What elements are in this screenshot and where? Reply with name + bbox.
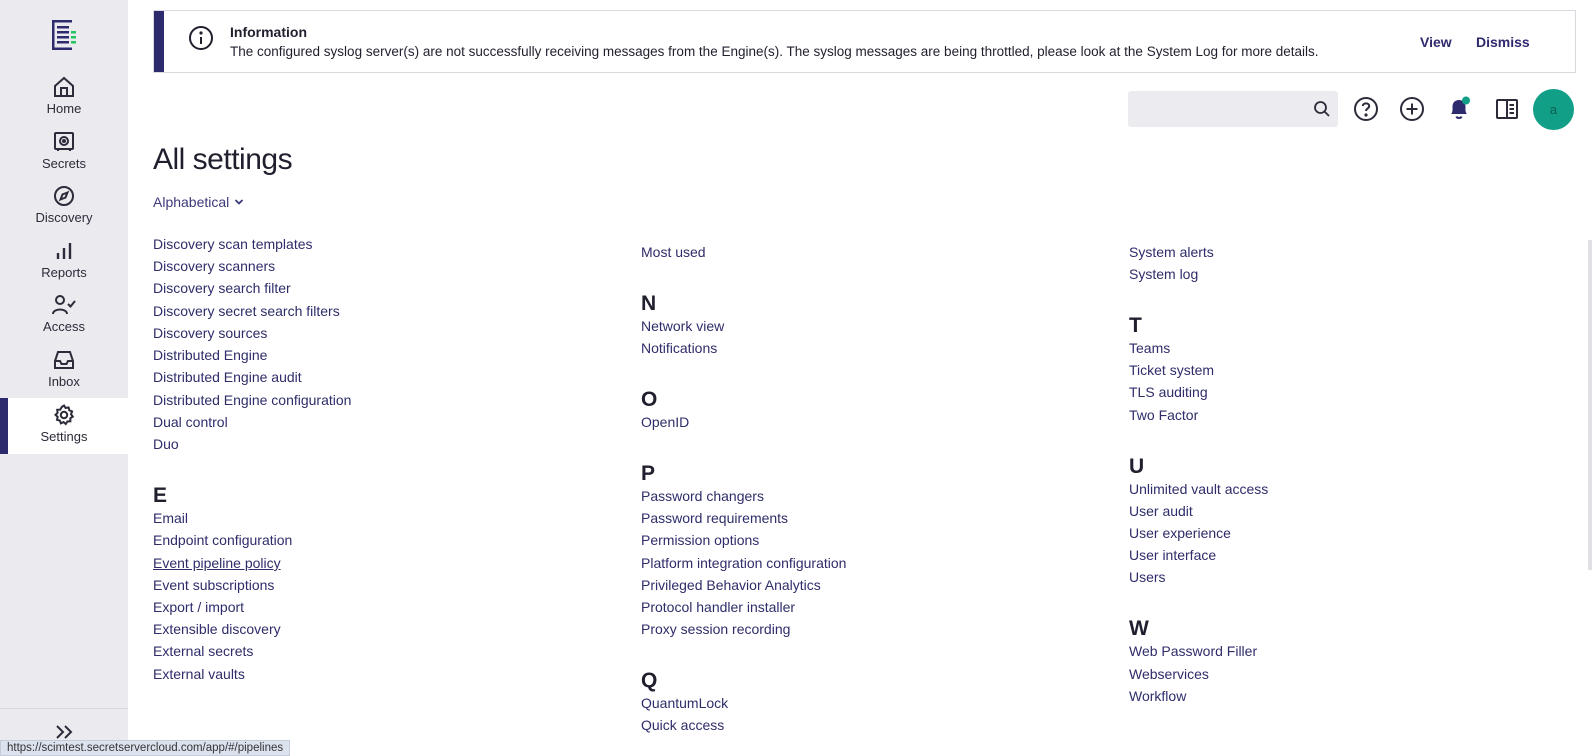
settings-link[interactable]: Privileged Behavior Analytics bbox=[641, 577, 821, 593]
expand-sidebar-icon[interactable] bbox=[52, 724, 76, 740]
info-banner bbox=[153, 10, 1576, 73]
settings-link[interactable]: Workflow bbox=[1129, 688, 1187, 704]
settings-link[interactable]: Ticket system bbox=[1129, 362, 1215, 378]
sidebar-item-label: Home bbox=[46, 101, 82, 116]
section-letter: Q bbox=[641, 669, 658, 692]
settings-link[interactable]: Distributed Engine bbox=[153, 347, 268, 363]
sidebar-item-label: Secrets bbox=[41, 156, 87, 171]
add-button[interactable] bbox=[1397, 94, 1427, 124]
chevron-down-icon bbox=[233, 196, 245, 208]
bell-icon bbox=[1445, 95, 1473, 123]
settings-link[interactable]: Distributed Engine audit bbox=[153, 369, 302, 385]
settings-link[interactable]: Email bbox=[153, 510, 189, 526]
home-icon bbox=[51, 74, 77, 100]
settings-link[interactable]: System log bbox=[1129, 266, 1199, 282]
settings-link[interactable]: Notifications bbox=[641, 340, 718, 356]
settings-link[interactable]: Export / import bbox=[153, 599, 245, 615]
banner-title: Information bbox=[230, 24, 307, 40]
settings-link[interactable]: Proxy session recording bbox=[641, 621, 791, 637]
settings-link[interactable]: Event pipeline policy bbox=[153, 555, 281, 571]
sidebar-item-discovery[interactable] bbox=[0, 181, 128, 233]
search-icon[interactable] bbox=[1313, 100, 1331, 118]
settings-link[interactable]: Event subscriptions bbox=[153, 577, 275, 593]
page-title: All settings bbox=[153, 143, 293, 176]
compass-icon bbox=[51, 183, 77, 209]
section-letter: T bbox=[1129, 314, 1142, 337]
sidebar-item-access[interactable] bbox=[0, 290, 128, 342]
settings-link[interactable]: System alerts bbox=[1129, 244, 1214, 260]
settings-link[interactable]: Protocol handler installer bbox=[641, 599, 796, 615]
settings-link[interactable]: External secrets bbox=[153, 643, 254, 659]
section-letter: P bbox=[641, 462, 656, 485]
plus-circle-icon bbox=[1399, 96, 1425, 122]
sidebar-item-label: Reports bbox=[41, 265, 87, 280]
settings-link[interactable]: Discovery sources bbox=[153, 325, 268, 341]
inbox-icon bbox=[51, 347, 77, 373]
gear-icon bbox=[51, 402, 77, 428]
bar-chart-icon bbox=[51, 238, 77, 264]
sidebar-item-home[interactable] bbox=[0, 72, 128, 124]
settings-link[interactable]: Extensible discovery bbox=[153, 621, 281, 637]
settings-link[interactable]: TLS auditing bbox=[1129, 384, 1208, 400]
sidebar-item-secrets[interactable] bbox=[0, 127, 128, 179]
app-logo-icon[interactable] bbox=[50, 20, 78, 50]
settings-link[interactable]: Discovery secret search filters bbox=[153, 303, 340, 319]
sort-dropdown[interactable] bbox=[153, 194, 245, 210]
sidebar-item-label: Access bbox=[43, 319, 85, 334]
settings-link[interactable]: External vaults bbox=[153, 666, 245, 682]
panel-toggle-button[interactable] bbox=[1492, 94, 1522, 124]
scrollbar[interactable] bbox=[1588, 240, 1592, 570]
side-panel-icon bbox=[1495, 97, 1519, 121]
sidebar-item-label: Discovery bbox=[35, 210, 93, 225]
settings-link[interactable]: QuantumLock bbox=[641, 695, 729, 711]
search-box bbox=[1128, 91, 1338, 127]
settings-link[interactable]: Platform integration configuration bbox=[641, 555, 847, 571]
settings-link[interactable]: Endpoint configuration bbox=[153, 532, 293, 548]
banner-dismiss-button[interactable]: Dismiss bbox=[1476, 34, 1530, 50]
help-icon bbox=[1353, 96, 1379, 122]
settings-link[interactable]: Duo bbox=[153, 436, 179, 452]
sidebar-item-inbox[interactable] bbox=[0, 345, 128, 397]
sidebar-item-label: Settings bbox=[40, 429, 88, 444]
section-letter: N bbox=[641, 292, 657, 315]
settings-link[interactable]: Unlimited vault access bbox=[1129, 481, 1269, 497]
sidebar-item-reports[interactable] bbox=[0, 236, 128, 288]
settings-link[interactable]: Password requirements bbox=[641, 510, 789, 526]
settings-link[interactable]: Network view bbox=[641, 318, 725, 334]
section-letter: E bbox=[153, 484, 168, 507]
sidebar bbox=[0, 0, 128, 756]
settings-link[interactable]: Webservices bbox=[1129, 666, 1209, 682]
settings-link[interactable]: Discovery scan templates bbox=[153, 236, 313, 252]
banner-message: The configured syslog server(s) are not successfully receiving messages from the Engine(s). The syslog messages are being throttled, please look at the System Log for more details. bbox=[230, 44, 1319, 59]
notifications-button[interactable] bbox=[1444, 94, 1474, 124]
settings-link[interactable]: User audit bbox=[1129, 503, 1193, 519]
settings-link[interactable]: Discovery scanners bbox=[153, 258, 276, 274]
help-button[interactable] bbox=[1351, 94, 1381, 124]
settings-link[interactable]: Teams bbox=[1129, 340, 1171, 356]
vault-icon bbox=[51, 129, 77, 155]
settings-link[interactable]: Discovery search filter bbox=[153, 280, 291, 296]
settings-link[interactable]: Password changers bbox=[641, 488, 764, 504]
settings-link[interactable]: Web Password Filler bbox=[1129, 643, 1258, 659]
search-input[interactable] bbox=[1138, 99, 1298, 119]
status-bar-url: https://scimtest.secretservercloud.com/app/#/pipelines bbox=[0, 740, 290, 756]
section-letter: O bbox=[641, 388, 658, 411]
sidebar-item-label: Inbox bbox=[48, 374, 80, 389]
sidebar-item-settings[interactable] bbox=[0, 398, 128, 454]
section-letter: U bbox=[1129, 455, 1145, 478]
section-letter: W bbox=[1129, 617, 1149, 640]
settings-link[interactable]: Permission options bbox=[641, 532, 760, 548]
settings-link[interactable]: Dual control bbox=[153, 414, 228, 430]
settings-link[interactable]: Two Factor bbox=[1129, 407, 1199, 423]
user-avatar[interactable]: a bbox=[1533, 89, 1574, 130]
user-check-icon bbox=[51, 292, 77, 318]
banner-view-button[interactable]: View bbox=[1420, 34, 1452, 50]
banner-accent-bar bbox=[154, 11, 164, 72]
settings-link[interactable]: Users bbox=[1129, 569, 1166, 585]
info-icon bbox=[188, 25, 214, 51]
sort-dropdown-label: Alphabetical bbox=[153, 194, 230, 210]
settings-link[interactable]: User interface bbox=[1129, 547, 1217, 563]
settings-link[interactable]: User experience bbox=[1129, 525, 1231, 541]
settings-link[interactable]: Most used bbox=[641, 244, 706, 260]
settings-link[interactable]: OpenID bbox=[641, 414, 690, 430]
sidebar-divider bbox=[0, 708, 128, 709]
settings-link[interactable]: Distributed Engine configuration bbox=[153, 392, 352, 408]
settings-link[interactable]: Quick access bbox=[641, 717, 725, 733]
